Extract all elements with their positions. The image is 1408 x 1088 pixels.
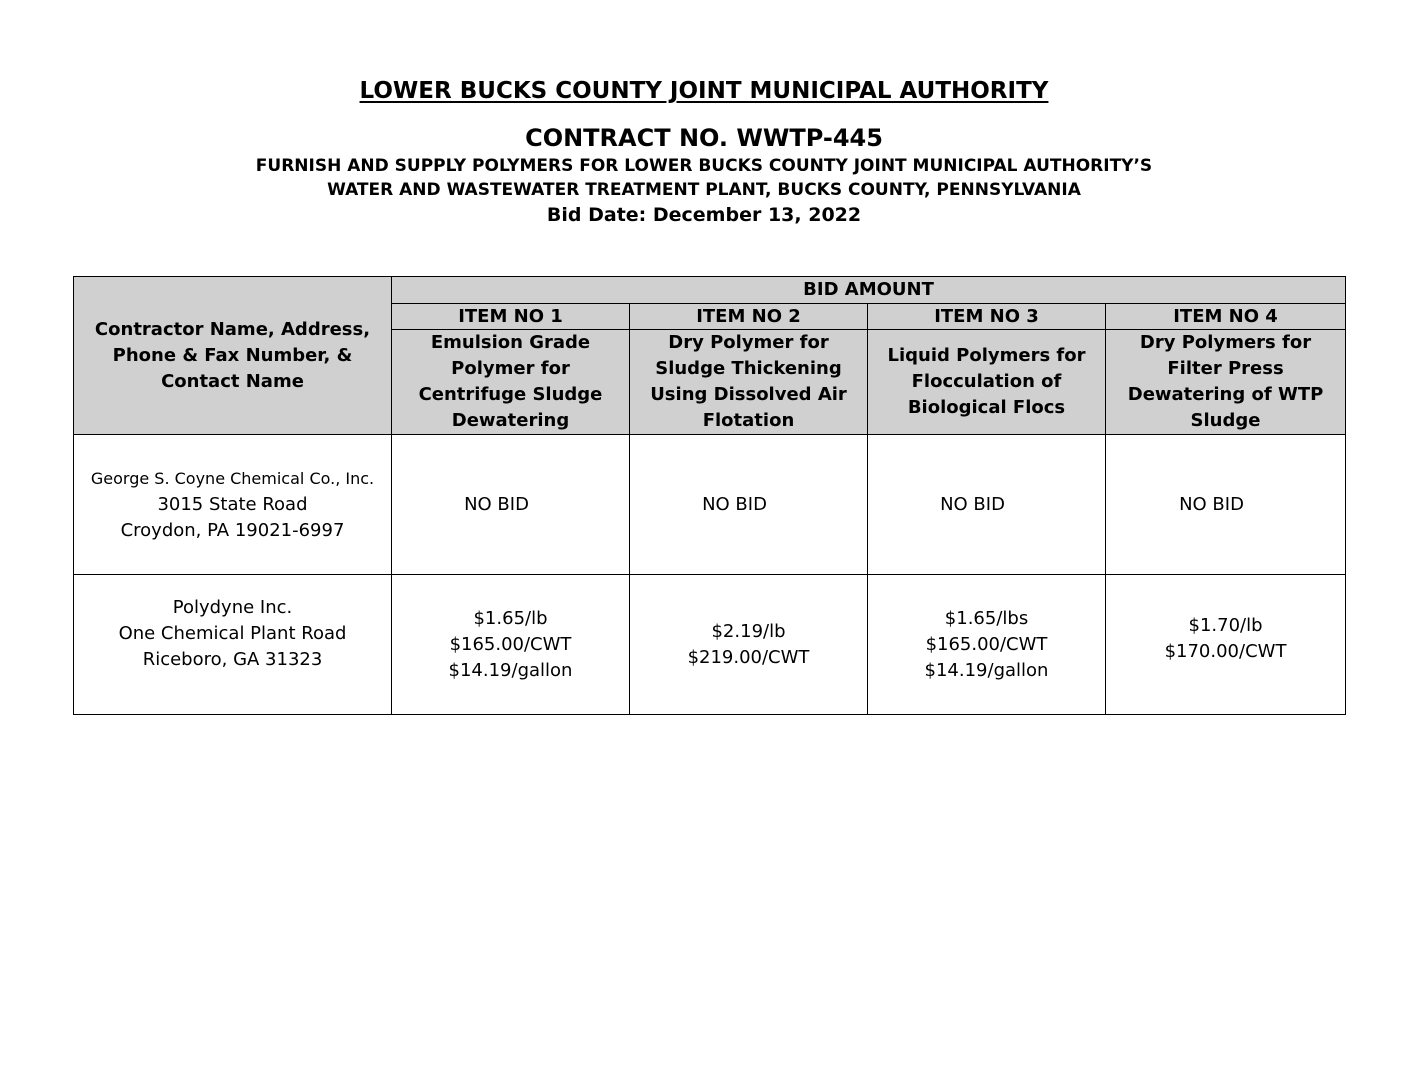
bid-cell-item-4 (1106, 435, 1346, 575)
item-4-number: ITEM NO 4 (1106, 304, 1346, 330)
bid-value: NO BID (940, 493, 1005, 515)
item-description-line: Dewatering (451, 410, 570, 431)
item-description-line: Flocculation of (911, 371, 1062, 392)
bid-value: $1.65/lb (473, 607, 548, 629)
bid-cell-item-1 (392, 435, 630, 575)
item-description-line: Centrifuge Sludge (418, 384, 603, 405)
item-description-line: Sludge Thickening (655, 358, 842, 379)
table-row (74, 575, 1346, 715)
bid-value: $165.00/CWT (449, 633, 572, 655)
contractor-header-line: Contractor Name, Address, (94, 318, 371, 340)
item-description-line: Liquid Polymers for (887, 345, 1086, 366)
item-description-line: Filter Press (1167, 358, 1284, 379)
item-1-number: ITEM NO 1 (392, 304, 630, 330)
contractor-column-header (74, 277, 392, 435)
bid-value: NO BID (1179, 493, 1244, 515)
table-row (74, 435, 1346, 575)
contractor-header-line: Contact Name (161, 370, 304, 392)
contractor-cell (74, 435, 392, 575)
bid-cell-item-1 (392, 575, 630, 715)
bid-value: $165.00/CWT (925, 633, 1048, 655)
item-3-number: ITEM NO 3 (868, 304, 1106, 330)
contract-number: CONTRACT NO. WWTP-445 (525, 124, 883, 152)
item-description-line: Dry Polymers for (1139, 332, 1312, 353)
authority-title: LOWER BUCKS COUNTY JOINT MUNICIPAL AUTHORITY (359, 78, 1049, 104)
bid-value: $2.19/lb (711, 620, 786, 642)
item-2-description (630, 330, 868, 435)
bid-cell-item-4 (1106, 575, 1346, 715)
bid-value: $14.19/gallon (448, 659, 573, 681)
bid-value: $14.19/gallon (924, 659, 1049, 681)
item-description-line: Flotation (702, 410, 795, 431)
contractor-address-line: Riceboro, GA 31323 (142, 649, 323, 670)
contract-subtitle-line-1: FURNISH AND SUPPLY POLYMERS FOR LOWER BUCKS COUNTY JOINT MUNICIPAL AUTHORITY’S (255, 156, 1153, 176)
item-description-line: Sludge (1190, 410, 1261, 431)
bid-value: NO BID (464, 493, 529, 515)
item-description-line: Using Dissolved Air (650, 384, 847, 405)
bid-value: $219.00/CWT (687, 646, 810, 668)
item-2-number: ITEM NO 2 (630, 304, 868, 330)
bid-cell-item-2 (630, 575, 868, 715)
contractor-cell (74, 575, 392, 715)
bid-tabulation-table (73, 276, 1346, 715)
item-description-line: Polymer for (451, 358, 570, 379)
bid-value: NO BID (702, 493, 767, 515)
item-1-description (392, 330, 630, 435)
bid-cell-item-3 (868, 435, 1106, 575)
bid-cell-item-2 (630, 435, 868, 575)
item-3-description (868, 330, 1106, 435)
contractor-header-line: Phone & Fax Number, & (112, 344, 353, 366)
item-description-line: Dry Polymer for (668, 332, 829, 353)
bid-value: $1.65/lbs (944, 607, 1029, 629)
bid-cell-item-3 (868, 575, 1106, 715)
contractor-address-line: Croydon, PA 19021-6997 (120, 519, 345, 541)
bid-date: Bid Date: December 13, 2022 (546, 204, 862, 226)
contract-subtitle-line-2: WATER AND WASTEWATER TREATMENT PLANT, BUCKS COUNTY, PENNSYLVANIA (327, 180, 1081, 200)
item-description-line: Biological Flocs (907, 397, 1066, 418)
contractor-name: Polydyne Inc. (172, 597, 293, 618)
item-4-description (1106, 330, 1346, 435)
contractor-address-line: 3015 State Road (157, 493, 308, 515)
contractor-name: George S. Coyne Chemical Co., Inc. (90, 468, 375, 488)
item-description-line: Emulsion Grade (430, 332, 591, 353)
bid-amount-header: BID AMOUNT (392, 277, 1346, 304)
item-description-line: Dewatering of WTP (1127, 384, 1324, 405)
bid-value: $1.70/lb (1188, 615, 1263, 636)
bid-value: $170.00/CWT (1164, 641, 1287, 662)
contractor-address-line: One Chemical Plant Road (118, 623, 347, 644)
